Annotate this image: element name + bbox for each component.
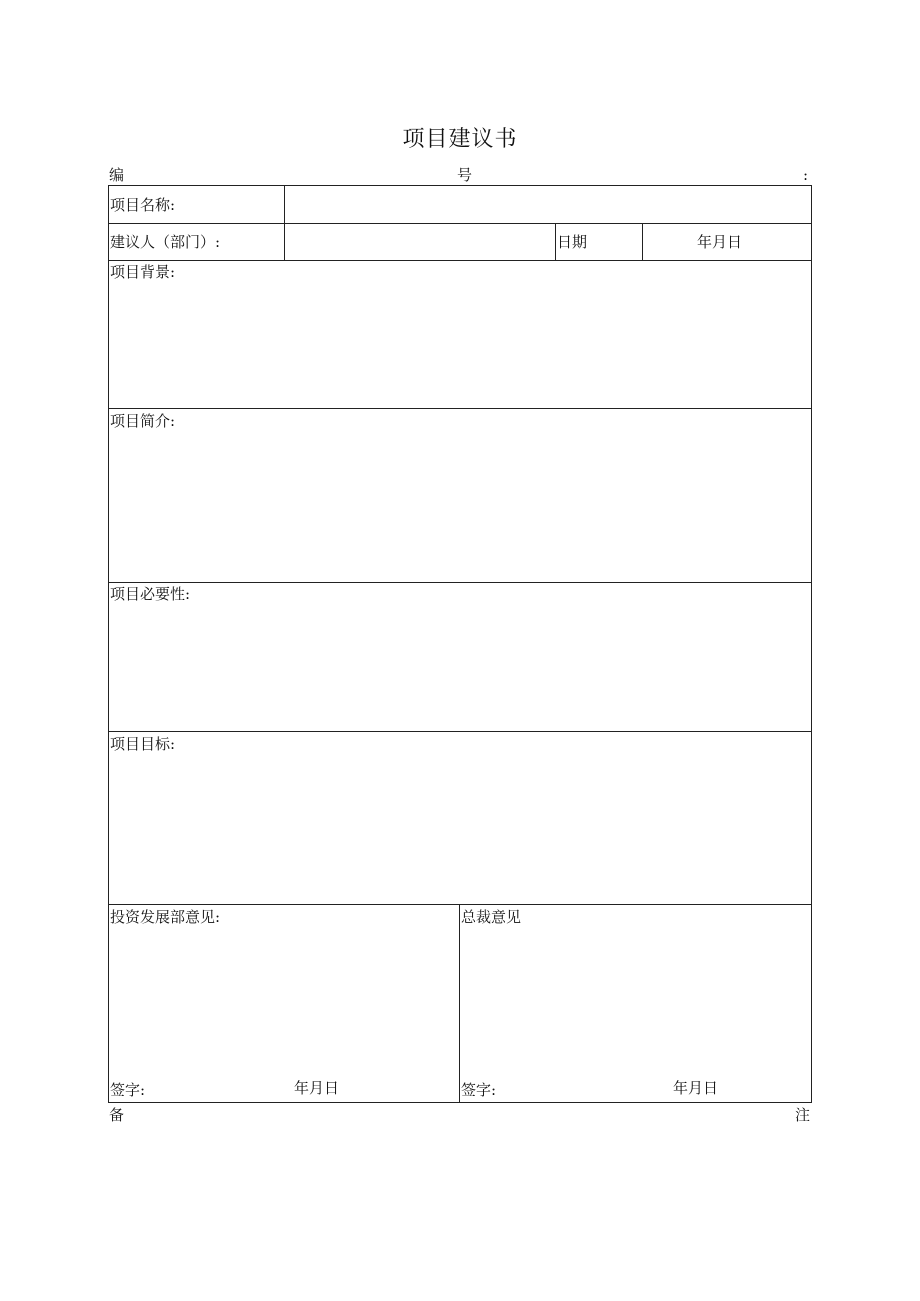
goal-label: 项目目标: xyxy=(110,735,176,753)
remarks-label-left: 备 xyxy=(109,1106,125,1124)
number-label-mid: 号 xyxy=(457,166,473,184)
necessity-field[interactable] xyxy=(109,605,811,730)
necessity-label: 项目必要性: xyxy=(110,585,191,603)
intro-field[interactable] xyxy=(109,432,811,581)
proposer-label: 建议人（部门）: xyxy=(110,233,221,251)
row-divider xyxy=(108,731,812,732)
col-divider xyxy=(459,904,460,1102)
date-left-value[interactable]: 年月日 xyxy=(294,1079,340,1097)
proposer-field[interactable] xyxy=(285,224,555,260)
table-border-bottom xyxy=(108,1102,812,1103)
number-label-left: 编 xyxy=(109,166,125,184)
president-opinion-label: 总裁意见 xyxy=(461,908,522,926)
table-border-right xyxy=(811,185,812,1103)
background-field[interactable] xyxy=(109,283,811,407)
row-divider xyxy=(108,582,812,583)
date-label: 日期 xyxy=(557,233,588,251)
col-divider xyxy=(555,223,556,260)
goal-field[interactable] xyxy=(109,755,811,903)
date-right-value[interactable]: 年月日 xyxy=(673,1079,719,1097)
document-title: 项目建议书 xyxy=(402,127,518,152)
sign-right-label: 签字: xyxy=(461,1081,497,1099)
col-divider xyxy=(642,223,643,260)
row-divider xyxy=(108,408,812,409)
background-label: 项目背景: xyxy=(110,263,176,281)
investment-opinion-label: 投资发展部意见: xyxy=(110,908,221,926)
number-colon: : xyxy=(803,166,809,184)
row-divider xyxy=(108,904,812,905)
project-name-label: 项目名称: xyxy=(110,196,176,214)
sign-left-label: 签字: xyxy=(110,1081,146,1099)
project-name-field[interactable] xyxy=(285,186,811,223)
remarks-label-right: 注 xyxy=(795,1106,811,1124)
row-divider xyxy=(108,260,812,261)
intro-label: 项目简介: xyxy=(110,412,176,430)
date-value[interactable]: 年月日 xyxy=(697,233,743,251)
